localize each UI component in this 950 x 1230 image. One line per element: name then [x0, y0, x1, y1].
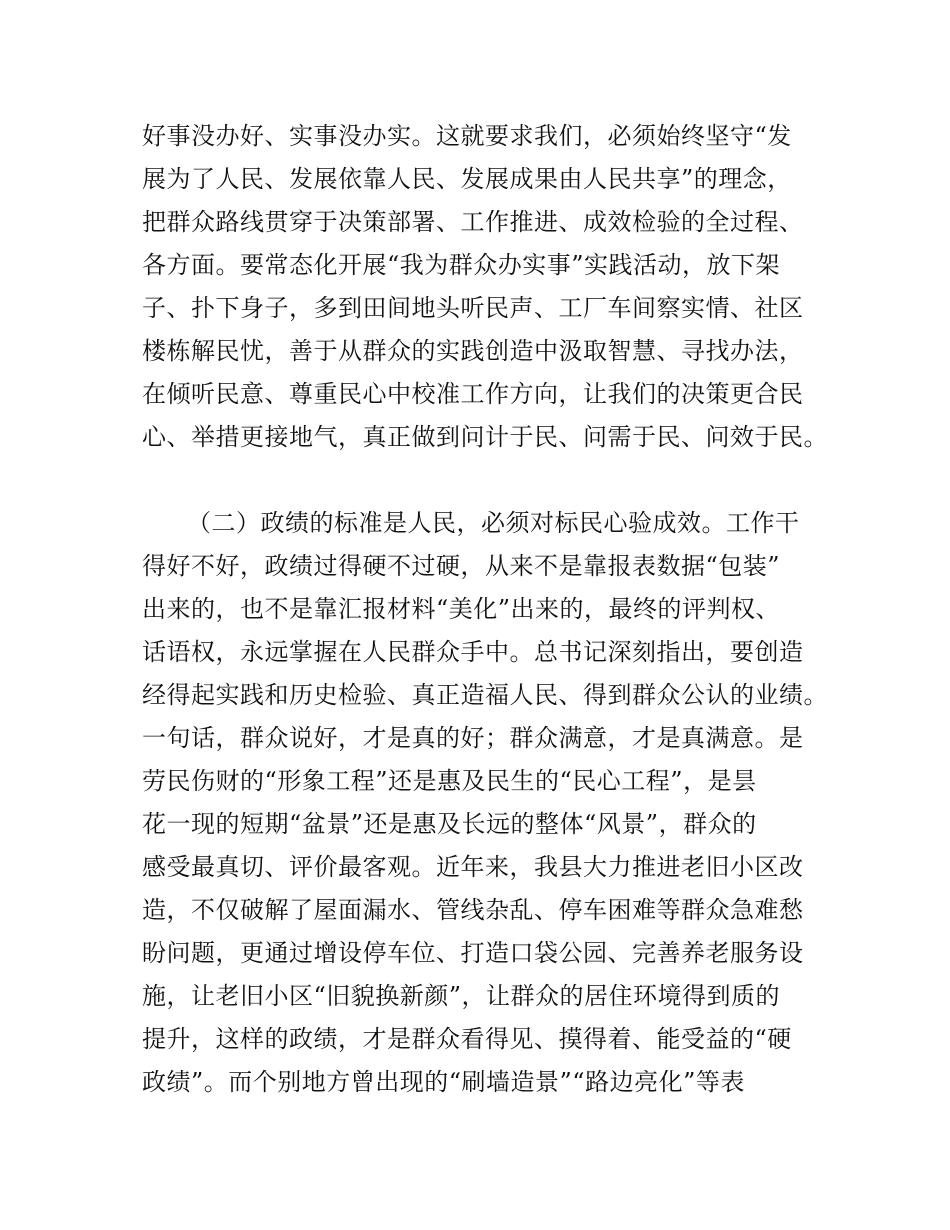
text-line: 感受最真切、评价最客观。近年来，我县大力推进老旧小区改 [142, 853, 804, 881]
text-line: 经得起实践和历史检验、真正造福人民、得到群众公认的业绩。 [142, 681, 828, 709]
text-line: 得好不好，政绩过得硬不过硬，从来不是靠报表数据“包装” [142, 552, 781, 580]
text-line: 出来的，也不是靠汇报材料“美化”出来的，最终的评判权、 [142, 595, 781, 623]
text-line: 展为了人民、发展依靠人民、发展成果由人民共享”的理念， [142, 165, 792, 193]
text-line: 花一现的短期“盆景”还是惠及长远的整体“风景”，群众的 [142, 810, 757, 838]
text-line: 心、举措更接地气，真正做到问计于民、问需于民、问效于民。 [142, 423, 828, 451]
text-line: 一句话，群众说好，才是真的好；群众满意，才是真满意。是 [142, 724, 804, 752]
text-line: 政绩”。而个别地方曾出现的“刷墙造景”“路边亮化”等表 [142, 1068, 745, 1096]
text-line: 话语权，永远掌握在人民群众手中。总书记深刻指出，要创造 [142, 638, 804, 666]
text-line: 盼问题，更通过增设停车位、打造口袋公园、完善养老服务设 [142, 939, 804, 967]
text-line: 好事没办好、实事没办实。这就要求我们，必须始终坚守“发 [142, 122, 792, 150]
text-line: （二）政绩的标准是人民，必须对标民心验成效。工作干 [187, 509, 800, 537]
text-line: 把群众路线贯穿于决策部署、工作推进、成效检验的全过程、 [142, 208, 804, 236]
text-line: 劳民伤财的“形象工程”还是惠及民生的“民心工程”，是昙 [142, 767, 757, 795]
text-line: 施，让老旧小区“旧貌换新颜”，让群众的居住环境得到质的 [142, 982, 781, 1010]
text-line: 子、扑下身子，多到田间地头听民声、工厂车间察实情、社区 [142, 294, 804, 322]
text-line: 造，不仅破解了屋面漏水、管线杂乱、停车困难等群众急难愁 [142, 896, 804, 924]
paragraph-2 [142, 502, 832, 1104]
text-line: 提升，这样的政绩，才是群众看得见、摸得着、能受益的“硬 [142, 1025, 792, 1053]
text-line: 各方面。要常态化开展“我为群众办实事”实践活动，放下架 [142, 251, 781, 279]
text-line: 在倾听民意、尊重民心中校准工作方向，让我们的决策更合民 [142, 380, 804, 408]
paragraph-1 [142, 115, 832, 459]
text-line: 楼栋解民忧，善于从群众的实践创造中汲取智慧、寻找办法， [142, 337, 804, 365]
